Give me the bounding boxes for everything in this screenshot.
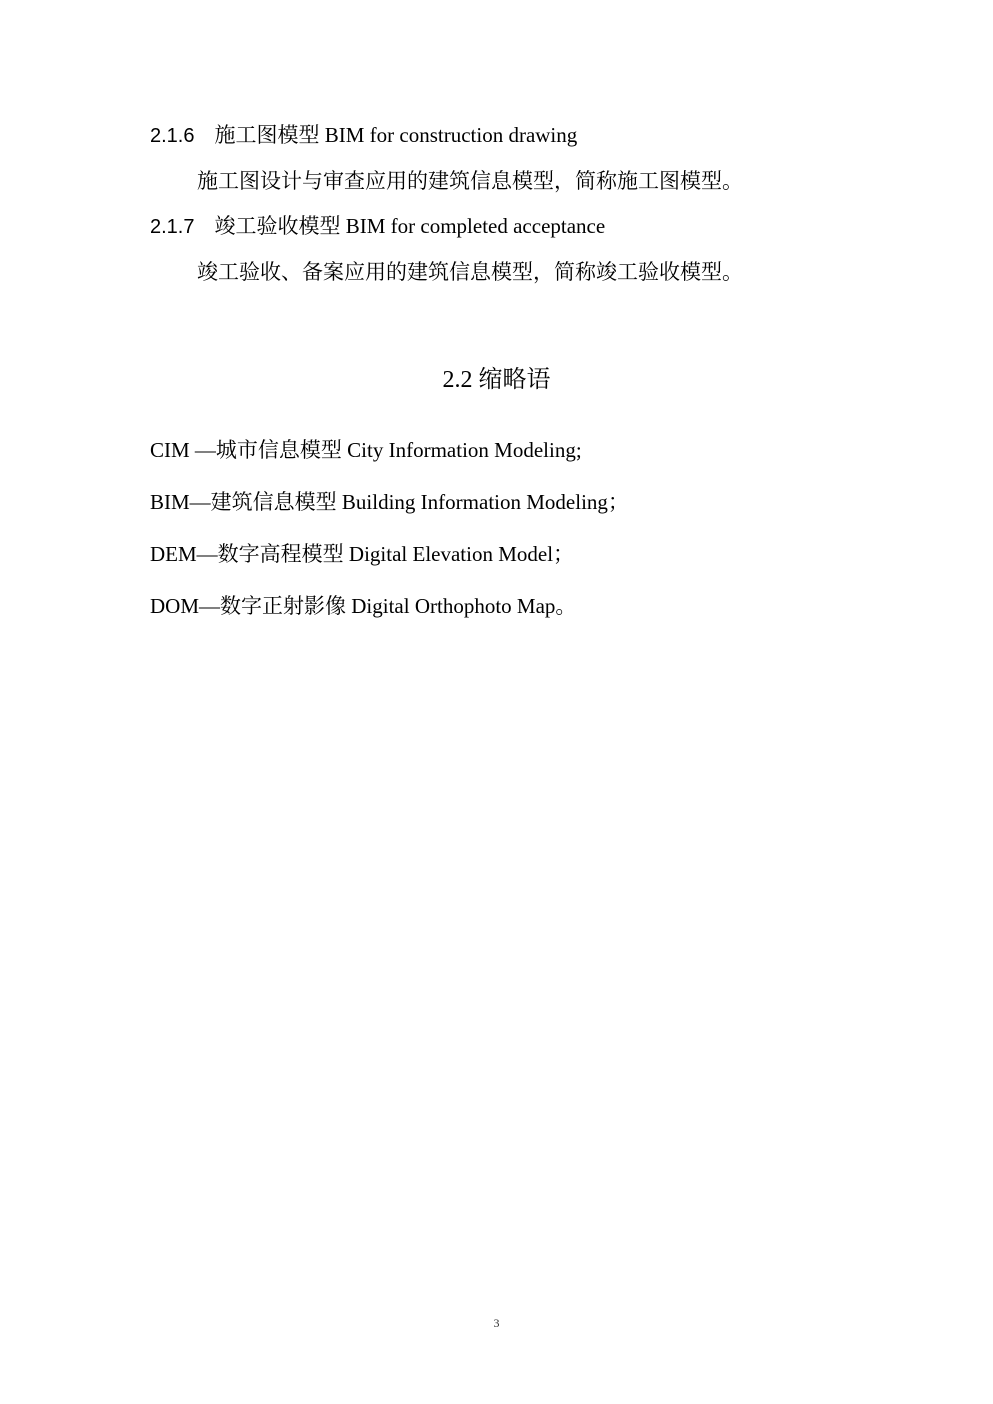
term-heading-2-1-7 xyxy=(150,213,605,240)
term-number: 2.1.7 xyxy=(150,216,195,238)
term-heading-2-1-6 xyxy=(150,122,577,149)
term-title: 竣工验收模型 BIM for completed acceptance xyxy=(214,214,606,238)
section-heading: 2.2 缩略语 xyxy=(442,367,551,393)
abbreviation-item: DEM—数字高程模型 Digital Elevation Model； xyxy=(150,542,575,566)
abbreviation-item: BIM—建筑信息模型 Building Information Modeling； xyxy=(150,490,629,514)
abbreviation-item: CIM —城市信息模型 City Information Modeling; xyxy=(150,438,582,462)
page-number: 3 xyxy=(493,1316,500,1330)
term-title: 施工图模型 BIM for construction drawing xyxy=(214,123,578,147)
abbreviation-item: DOM—数字正射影像 Digital Orthophoto Map。 xyxy=(150,594,577,618)
term-definition: 竣工验收、备案应用的建筑信息模型，简称竣工验收模型。 xyxy=(197,260,743,284)
term-definition: 施工图设计与审查应用的建筑信息模型，简称施工图模型。 xyxy=(197,169,743,193)
term-number: 2.1.6 xyxy=(150,125,195,147)
